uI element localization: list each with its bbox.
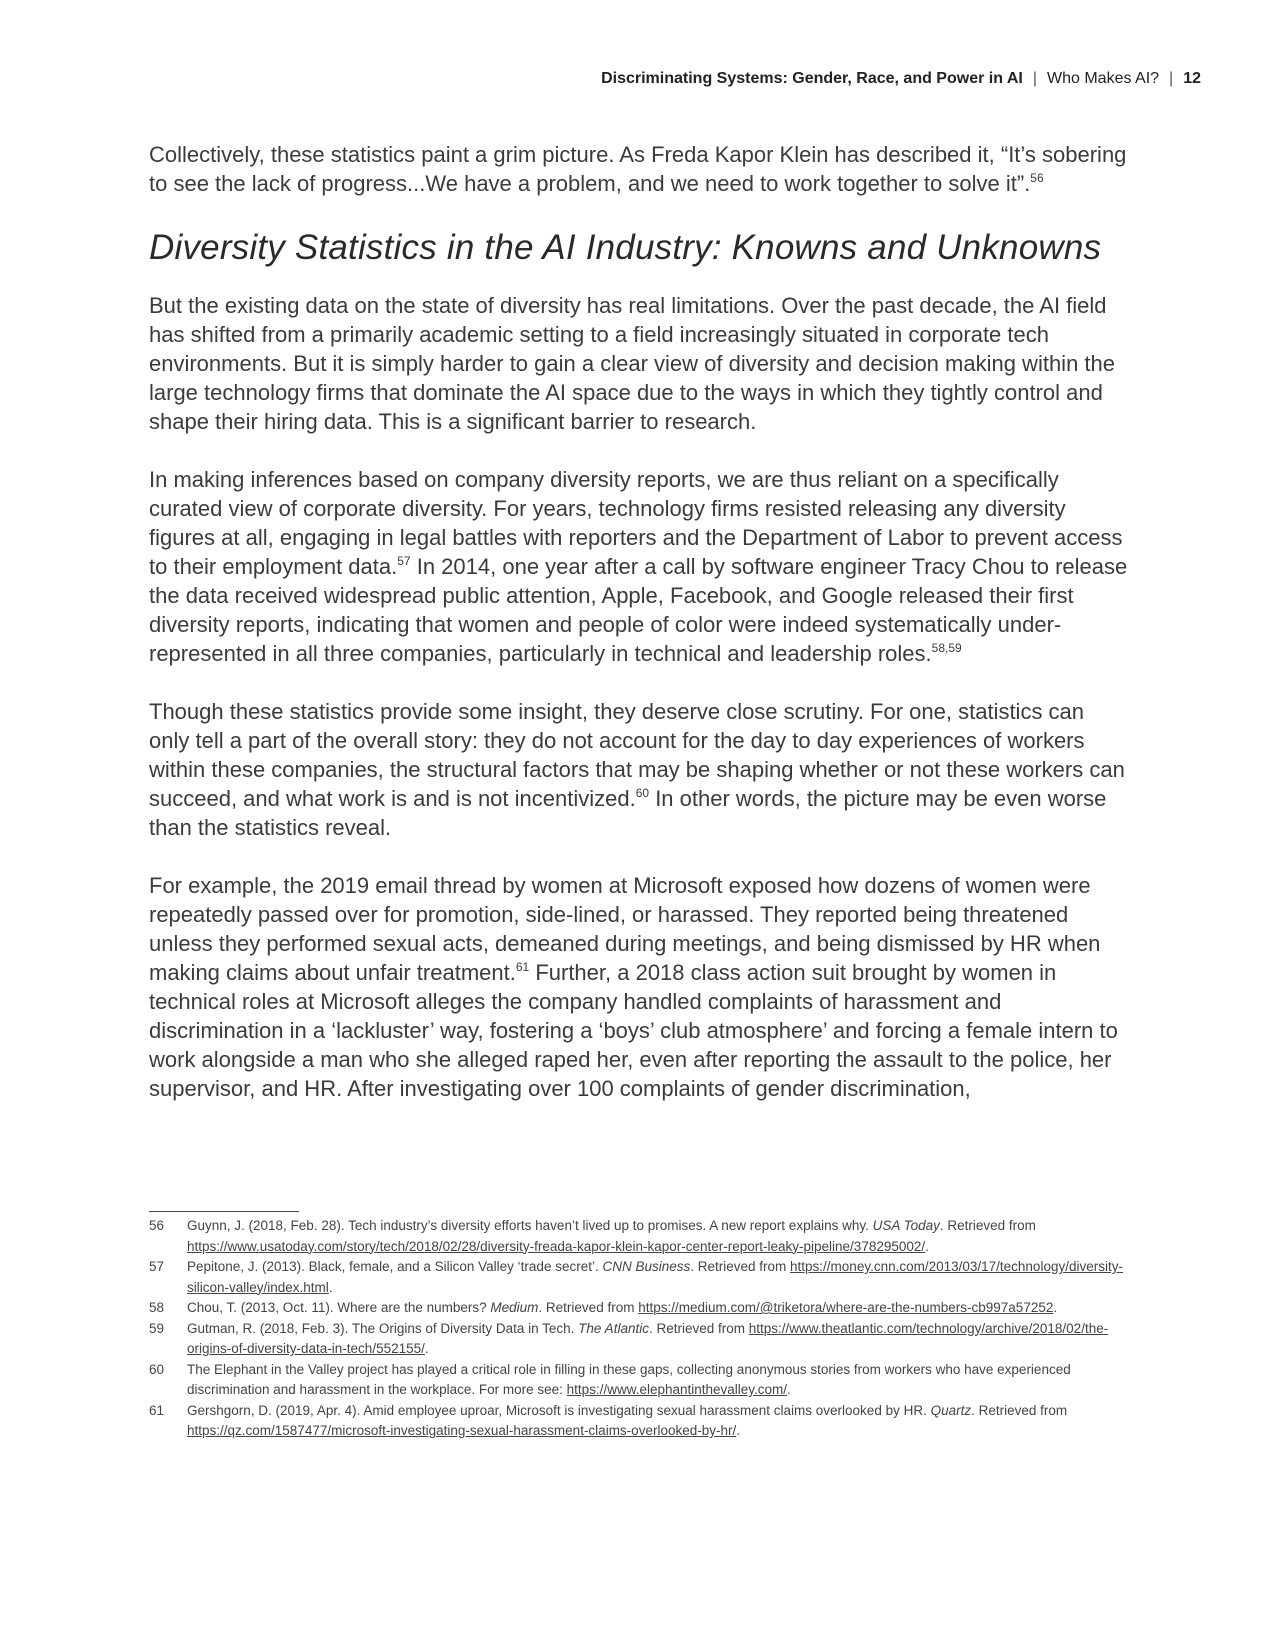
- page-number: 12: [1183, 70, 1201, 87]
- footnote-link[interactable]: https://medium.com/@triketora/where-are-the-numbers-cb997a57252: [638, 1300, 1054, 1315]
- intro-paragraph: [149, 140, 1129, 198]
- footnote-59: [149, 1319, 1134, 1360]
- footnotes: [149, 1216, 1134, 1442]
- footnote-60: [149, 1360, 1134, 1401]
- footnote-number: 58: [149, 1300, 165, 1315]
- footnote-number: 61: [149, 1402, 165, 1418]
- body-paragraph: [149, 465, 1129, 668]
- body-paragraph: [149, 697, 1129, 842]
- footnote-number: 57: [149, 1259, 165, 1274]
- footnote-link[interactable]: https://www.elephantinthevalley.com/: [566, 1382, 788, 1397]
- section-name: Who Makes AI?: [1047, 70, 1160, 87]
- footnote-ref[interactable]: 60: [635, 786, 650, 800]
- source-title: USA Today: [872, 1218, 940, 1233]
- paragraph-text: In other words, the picture may be even worse than the statistics reveal.: [149, 786, 1107, 840]
- footnote-link[interactable]: https://qz.com/1587477/microsoft-investigating-sexual-harassment-claims-overlooked-by-hr/: [187, 1423, 737, 1438]
- footnote-text: Gutman, R. (2018, Feb. 3). The Origins of Diversity Data in Tech. The Atlantic. Retrieved from https://www.theatlantic.com/technology/archive/2018/02/the-origins-of-diversity-data-in-tech/552155/.: [187, 1320, 1109, 1356]
- footnote-57: [149, 1257, 1134, 1298]
- source-title: Medium: [490, 1300, 539, 1315]
- footnote-text: Gershgorn, D. (2019, Apr. 4). Amid employee uproar, Microsoft is investigating sexual harassment claims overlooked by HR. Quartz. Retrieved from https://qz.com/1587477/microsoft-investigating-sexual-harassment-claims-overlooked-by-hr/.: [187, 1402, 1068, 1438]
- source-title: The Atlantic: [578, 1320, 649, 1336]
- footnote-link[interactable]: https://money.cnn.com/2013/03/17/technology/diversity-silicon-valley/index.html: [187, 1259, 1123, 1295]
- paragraph-text: For example, the 2019 email thread by women at Microsoft exposed how dozens of women were repeatedly passed over for promotion, side-lined, or harassed. They reported being threatened unless they performed sexual acts, demeaned during meetings, and being dismissed by HR when making claims about unfair treatment.: [149, 873, 1101, 985]
- main-content: [149, 140, 1129, 1132]
- paragraph-text: Further, a 2018 class action suit brought by women in technical roles at Microsoft alleges the company handled complaints of harassment and discrimination in a ‘lackluster’ way, fostering a ‘boys’ club atmosphere’ and forcing a female intern to work alongside a man who she alleged raped her, even after reporting the assault to the police, her supervisor, and HR. After investigating over 100 complaints of gender discrimination,: [149, 960, 1118, 1101]
- paragraph-text: In making inferences based on company diversity reports, we are thus reliant on a specifically curated view of corporate diversity. For years, technology firms resisted releasing any diversity figures at all, engaging in legal battles with reporters and the Department of Labor to prevent access to their employment data.: [149, 467, 1123, 579]
- footnote-ref[interactable]: 61: [515, 960, 530, 974]
- footnote-ref[interactable]: 57: [397, 554, 411, 568]
- footnote-number: 60: [149, 1361, 165, 1377]
- document-title: Discriminating Systems: Gender, Race, and Power in AI: [601, 70, 1023, 87]
- footnote-number: 59: [149, 1320, 165, 1336]
- footnote-61: [149, 1401, 1134, 1442]
- header-separator: |: [1032, 70, 1037, 87]
- footnote-ref[interactable]: 58,59: [931, 641, 962, 655]
- intro-text: Collectively, these statistics paint a grim picture. As Freda Kapor Klein has described it, “It’s sobering to see the lack of progress...We have a problem, and we need to work together to solve it”.: [149, 142, 1127, 196]
- header-separator: |: [1169, 70, 1174, 87]
- source-title: Quartz: [930, 1402, 972, 1418]
- footnote-link[interactable]: https://www.usatoday.com/story/tech/2018/02/28/diversity-freada-kapor-klein-kapor-center-report-leaky-pipeline/378295002/: [187, 1238, 926, 1254]
- footnote-56: [149, 1216, 1134, 1257]
- body-paragraph: But the existing data on the state of diversity has real limitations. Over the past decade, the AI field has shifted from a primarily academic setting to a field increasingly situated in corporate tech environments. But it is simply harder to gain a clear view of diversity and decision making within the large technology firms that dominate the AI space due to the ways in which they tightly control and shape their hiring data. This is a significant barrier to research.: [149, 293, 1116, 434]
- footnote-58: [149, 1298, 1134, 1319]
- footnote-ref[interactable]: 56: [1030, 171, 1044, 185]
- footnote-text: Pepitone, J. (2013). Black, female, and a Silicon Valley ‘trade secret’. CNN Business. Retrieved from https://money.cnn.com/2013/03/17/technology/diversity-silicon-valley/index.html.: [187, 1259, 1123, 1295]
- paragraph-text: In 2014, one year after a call by software engineer Tracy Chou to release the data received widespread public attention, Apple, Facebook, and Google released their first diversity reports, indicating that women and people of color were indeed systematically under-represented in all three companies, particularly in technical and leadership roles.: [149, 554, 1128, 666]
- section-heading: Diversity Statistics in the AI Industry: Knowns and Unknowns: [149, 228, 1102, 267]
- running-header: [601, 70, 1201, 88]
- footnote-number: 56: [149, 1218, 165, 1233]
- footnote-link[interactable]: https://www.theatlantic.com/technology/archive/2018/02/the-origins-of-diversity-data-in-tech/552155/: [187, 1320, 1109, 1356]
- paragraph-text: Though these statistics provide some insight, they deserve close scrutiny. For one, statistics can only tell a part of the overall story: they do not account for the day to day experiences of workers within these companies, the structural factors that may be shaping whether or not these workers can succeed, and what work is and is not incentivized.: [149, 699, 1125, 811]
- footnote-text: Chou, T. (2013, Oct. 11). Where are the numbers? Medium. Retrieved from https://medium.com/@triketora/where-are-the-numbers-cb997a57252.: [187, 1300, 1058, 1315]
- body-paragraph: [149, 871, 1129, 1103]
- footnote-divider: [149, 1211, 299, 1212]
- footnote-text: Guynn, J. (2018, Feb. 28). Tech industry’s diversity efforts haven’t lived up to promises. A new report explains why. USA Today. Retrieved from https://www.usatoday.com/story/tech/2018/02/28/diversity-freada-kapor-klein-kapor-center-report-leaky-pipeline/378295002/.: [187, 1218, 1036, 1254]
- footnote-text: The Elephant in the Valley project has played a critical role in filling in these gaps, collecting anonymous stories from workers who have experienced discrimination and harassment in the workplace. For more see: https://www.elephantinthevalley.com/.: [187, 1361, 1071, 1397]
- source-title: CNN Business: [602, 1259, 691, 1274]
